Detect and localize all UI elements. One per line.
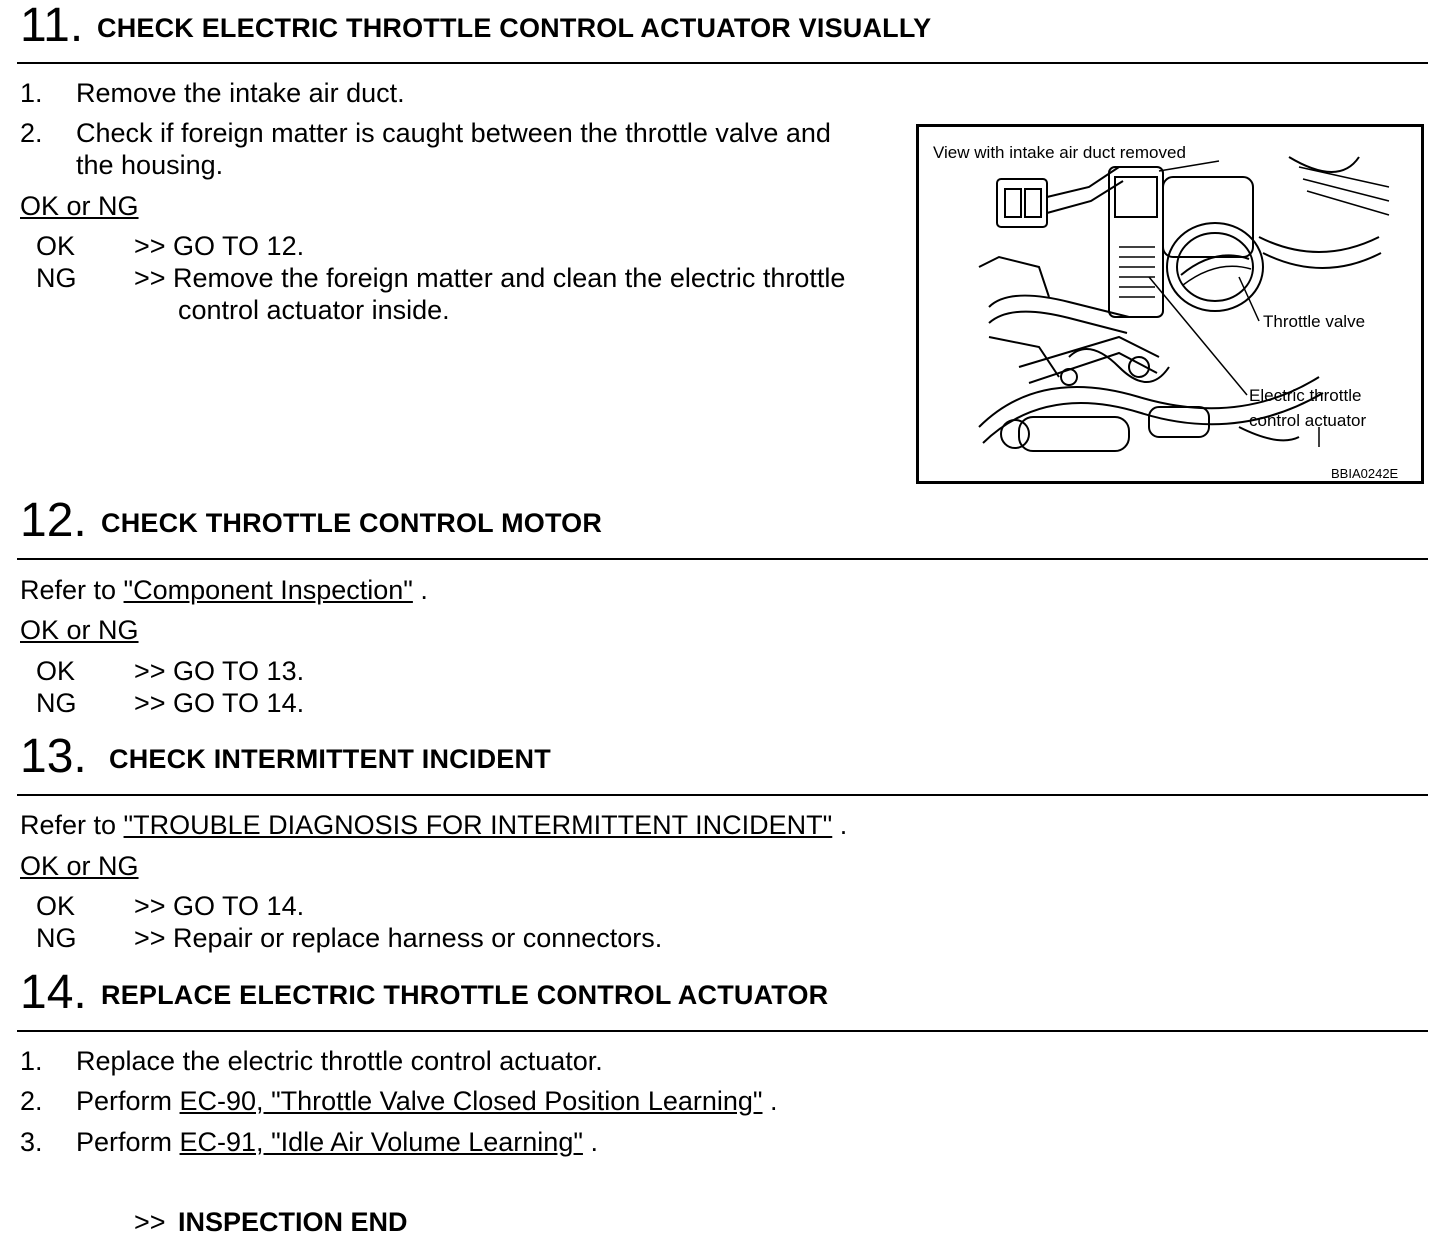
result-action-continued: control actuator inside. [178,295,450,325]
divider [17,1030,1428,1032]
item-number: 2. [20,1086,43,1116]
step-title: CHECK THROTTLE CONTROL MOTOR [101,508,603,538]
item-number: 3. [20,1127,43,1157]
result-action: >> GO TO 13. [134,656,305,686]
item-text [76,1085,778,1117]
step-11-header [20,2,1426,52]
refer-prefix: Refer to [20,810,124,840]
item-number: 1. [20,1046,43,1076]
ok-ng-label: OK or NG [20,615,139,645]
figure-caption: View with intake air duct removed [933,143,1186,162]
refer-suffix: . [832,810,848,840]
result-code-ok: OK [36,656,76,686]
item-prefix: Perform [76,1127,180,1157]
step-number: 13. [20,730,87,783]
component-inspection-link[interactable]: "Component Inspection" [123,575,413,605]
item-text: Replace the electric throttle control actuator. [76,1046,603,1076]
divider [17,558,1428,560]
item-suffix: . [582,1127,598,1157]
refer-suffix: . [412,575,428,605]
inspection-end: INSPECTION END [178,1207,408,1237]
refer-line [20,809,847,841]
divider [17,62,1428,64]
throttle-actuator-figure [916,124,1424,484]
step-title: CHECK INTERMITTENT INCIDENT [109,744,551,774]
step-title: REPLACE ELECTRIC THROTTLE CONTROL ACTUATOR [101,980,829,1010]
step-number: 11. [20,0,84,52]
label-actuator-line1: Electric throttle [1249,386,1362,405]
step-title: CHECK ELECTRIC THROTTLE CONTROL ACTUATOR VISUALLY [97,13,932,43]
item-text-continued: the housing. [76,150,224,180]
trouble-diagnosis-link[interactable]: "TROUBLE DIAGNOSIS FOR INTERMITTENT INCIDENT" [123,810,833,840]
step-13-header [20,730,1426,783]
end-arrow: >> [134,1207,166,1237]
result-action: >> GO TO 14. [134,891,305,921]
result-code-ng: NG [36,688,77,718]
ec90-link[interactable]: EC-90, "Throttle Valve Closed Position Learning" [179,1086,763,1116]
step-12-header [20,494,1426,547]
step-14-header [20,966,1426,1019]
item-number: 1. [20,78,43,108]
item-prefix: Perform [76,1086,180,1116]
refer-line [20,574,428,606]
figure-code: BBIA0242E [1331,466,1399,481]
result-action: >> GO TO 12. [134,231,305,261]
result-action: >> GO TO 14. [134,688,305,718]
label-actuator-line2: control actuator [1249,411,1367,430]
item-text: Check if foreign matter is caught between the throttle valve and [76,118,831,148]
item-suffix: . [762,1086,778,1116]
refer-prefix: Refer to [20,575,124,605]
result-code-ng: NG [36,263,77,293]
item-text: Remove the intake air duct. [76,78,405,108]
step-number: 12. [20,494,87,547]
ec91-link[interactable]: EC-91, "Idle Air Volume Learning" [179,1127,583,1157]
item-number: 2. [20,118,43,148]
ok-ng-label: OK or NG [20,851,139,881]
result-action: >> Repair or replace harness or connectors. [134,923,663,953]
result-action: >> Remove the foreign matter and clean the electric throttle [134,263,846,293]
result-code-ok: OK [36,231,76,261]
label-throttle-valve: Throttle valve [1263,312,1366,331]
ok-ng-label: OK or NG [20,191,139,221]
result-code-ok: OK [36,891,76,921]
result-code-ng: NG [36,923,77,953]
divider [17,794,1428,796]
step-number: 14. [20,966,87,1019]
item-text [76,1126,598,1158]
